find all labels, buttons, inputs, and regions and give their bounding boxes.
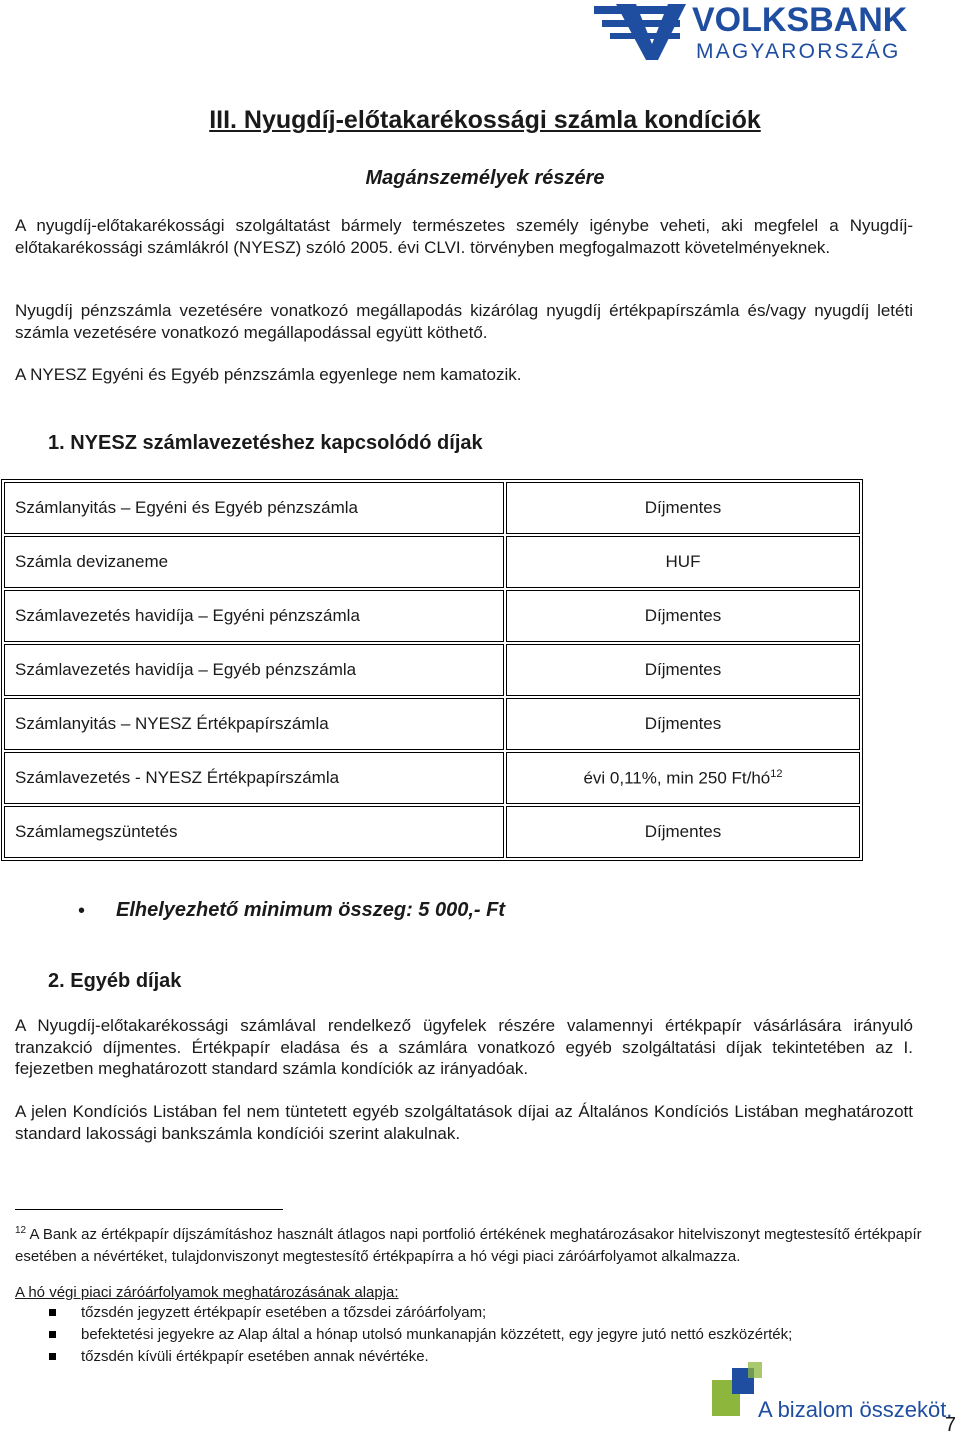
list-item: befektetési jegyekre az Alap által a hónap utolsó munkanapján közzétett, egy jegyre jutó nettó eszközérték; <box>15 1324 915 1346</box>
table-row <box>4 644 860 696</box>
fee-label: Számlamegszüntetés <box>4 806 504 858</box>
fee-value: Díjmentes <box>506 644 860 696</box>
fee-value-cell <box>506 752 860 804</box>
table-row <box>4 590 860 642</box>
volksbank-logo <box>594 0 954 66</box>
footnote-text: A Bank az értékpapír díjszámításhoz használt átlagos napi portfolió értékének meghatározásakor hitelviszonyt megtestesítő értékpapír esetében a névértéket, tulajdonviszonyt megtestesítő értékpapírra a hó végi piaci záróárfolyamot alkalmazza. <box>15 1226 922 1265</box>
logo-name: VOLKSBANK <box>692 1 908 39</box>
fee-value: HUF <box>506 536 860 588</box>
footnote-list <box>15 1302 915 1368</box>
page-subtitle: Magánszemélyek részére <box>365 167 605 189</box>
footnote-ref[interactable]: 12 <box>770 767 783 780</box>
table-row <box>4 482 860 534</box>
volksbank-v-mark-icon <box>594 4 686 60</box>
list-item: tőzsdén jegyzett értékpapír esetében a tőzsdei záróárfolyam; <box>15 1302 915 1324</box>
bullet-icon: • <box>78 900 86 922</box>
section-heading: 2. Egyéb díjak <box>48 970 182 992</box>
intro-paragraph: A nyugdíj-előtakarékossági szolgáltatást bármely természetes személy igénybe veheti, aki megfelel a Nyugdíj-előtakarékossági számlákról (NYESZ) szóló 2005. évi CLVI. törvényben megfogalmazott követelményeknek. <box>15 216 913 257</box>
slogan-text: A bizalom összeköt. <box>758 1397 953 1420</box>
section-paragraph: A Nyugdíj-előtakarékossági számlával rendelkező ügyfelek részére valamennyi értékpapír vásárlására irányuló tranzakció díjmentes. Értékpapír eladása és a számlára vonatkozó egyéb szolgáltatási díjak tekintetében az I. fejezetben meghatározott standard számla kondíciók az irányadóak. <box>15 1016 913 1078</box>
list-item: tőzsdén kívüli értékpapír esetében annak névértéke. <box>15 1346 915 1368</box>
table-row <box>4 806 860 858</box>
fee-value: Díjmentes <box>506 806 860 858</box>
slogan-logo <box>712 1362 960 1420</box>
section-paragraph: A jelen Kondíciós Listában fel nem tüntetett egyéb szolgáltatások díjai az Általános Kondíciós Listában meghatározott standard lakossági bankszámla kondíciói szerint alakulnak. <box>15 1102 913 1143</box>
footnote <box>15 1220 957 1268</box>
fee-label: Számlanyitás – NYESZ Értékpapírszámla <box>4 698 504 750</box>
footnote-divider <box>15 1209 283 1210</box>
fee-label: Számla devizaneme <box>4 536 504 588</box>
fee-value: Díjmentes <box>506 482 860 534</box>
footnote-number: 12 <box>15 1225 27 1236</box>
minimum-amount-note: Elhelyezhető minimum összeg: 5 000,- Ft <box>116 899 505 921</box>
table-row <box>4 698 860 750</box>
table-row <box>4 752 860 804</box>
fee-label: Számlanyitás – Egyéni és Egyéb pénzszámla <box>4 482 504 534</box>
page-number: 7 <box>944 1414 956 1436</box>
table-row <box>4 536 860 588</box>
intro-paragraph: A NYESZ Egyéni és Egyéb pénzszámla egyenlege nem kamatozik. <box>15 365 522 384</box>
logo-country: MAGYARORSZÁG <box>696 40 901 63</box>
footnote-heading: A hó végi piaci záróárfolyamok meghatározásának alapja: <box>15 1284 399 1301</box>
fee-label: Számlavezetés - NYESZ Értékpapírszámla <box>4 752 504 804</box>
intro-paragraph: Nyugdíj pénzszámla vezetésére vonatkozó megállapodás kizárólag nyugdíj értékpapírszámla és/vagy nyugdíj letéti számla vezetésére vonatkozó megállapodással együtt köthető. <box>15 301 913 342</box>
fee-label: Számlavezetés havidíja – Egyéb pénzszámla <box>4 644 504 696</box>
fee-value: Díjmentes <box>506 590 860 642</box>
page-title: III. Nyugdíj-előtakarékossági számla kondíciók <box>209 106 761 134</box>
fee-value: évi 0,11%, min 250 Ft/hó <box>583 768 771 788</box>
fee-label: Számlavezetés havidíja – Egyéni pénzszámla <box>4 590 504 642</box>
section-heading: 1. NYESZ számlavezetéshez kapcsolódó díjak <box>48 432 483 454</box>
fee-table <box>1 479 863 861</box>
squares-mark-icon <box>712 1362 762 1416</box>
fee-value: Díjmentes <box>506 698 860 750</box>
